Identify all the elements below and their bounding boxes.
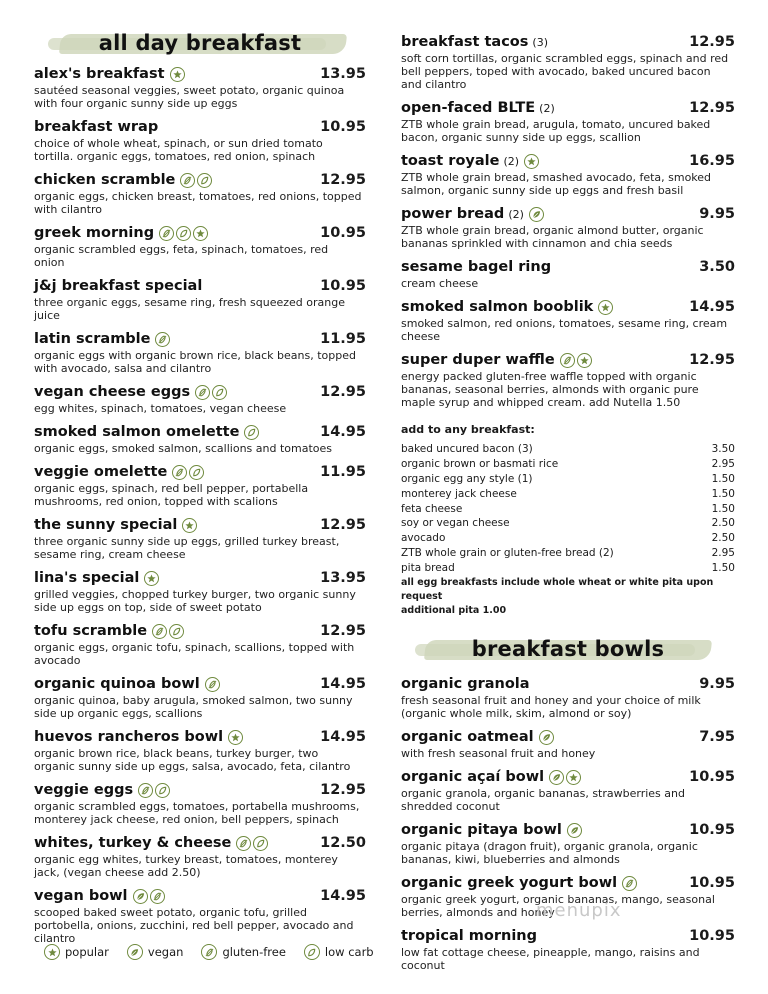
gluten-free-icon	[150, 889, 165, 904]
low-carb-icon	[176, 226, 191, 241]
menu-item-price: 12.95	[689, 34, 735, 50]
menu-item	[34, 886, 366, 945]
menu-item-price: 12.95	[320, 172, 366, 188]
section-title: all day breakfast	[98, 31, 302, 55]
addon-label: baked uncured bacon (3)	[401, 442, 533, 455]
menu-item-price: 14.95	[320, 676, 366, 692]
addon-price: 2.95	[711, 547, 735, 560]
menu-item	[34, 515, 366, 561]
menu-item-description: sautéed seasonal veggies, sweet potato, organic quinoa with four organic sunny side up eggs	[34, 84, 345, 110]
addons-note-pita: additional pita 1.00	[401, 605, 507, 617]
menu-item	[34, 276, 366, 322]
menu-item-name: veggie eggs	[34, 782, 134, 798]
menu-item-description: grilled veggies, chopped turkey burger, two organic sunny side up eggs on top, side of sweet potato	[34, 588, 356, 614]
menu-item-count: (2)	[539, 101, 555, 115]
menu-item-price: 14.95	[320, 888, 366, 904]
menu-item-price: 13.95	[320, 66, 366, 82]
menu-item	[34, 621, 366, 667]
popular-icon	[193, 226, 208, 241]
addon-row	[401, 546, 735, 561]
menu-item	[401, 674, 735, 720]
menu-item	[401, 257, 735, 290]
addon-label: monterey jack cheese	[401, 487, 517, 500]
menu-item-name: organic pitaya bowl	[401, 822, 562, 839]
menu-item-price: 10.95	[320, 119, 366, 135]
menu-item-count: (2)	[503, 154, 520, 168]
addon-label: organic egg any style (1)	[401, 472, 533, 485]
menu-item-name: alex's breakfast	[34, 66, 165, 82]
menu-item-description: soft corn tortillas, organic scrambled eggs, spinach and red bell peppers, toped with avocado, baked uncured bacon and cilantro	[401, 52, 729, 91]
popular-icon	[566, 770, 581, 785]
menu-item-description: organic scrambled eggs, feta, spinach, tomatoes, red onion	[34, 243, 329, 269]
addons-title: add to any breakfast:	[401, 423, 535, 436]
menu-item-name: huevos rancheros bowl	[34, 729, 224, 745]
menu-item-price: 16.95	[689, 153, 735, 169]
addon-label: pita bread	[401, 562, 455, 575]
menu-item-description: scooped baked sweet potato, organic tofu, grilled portobella, onions, zucchini, red bell pepper, avocado and cilantro	[34, 906, 354, 945]
menu-item	[401, 297, 735, 343]
menu-item-description: three organic sunny side up eggs, grilled turkey breast, sesame ring, cream cheese	[34, 535, 340, 561]
menu-item	[401, 727, 735, 760]
menu-item	[401, 98, 735, 144]
addons-list	[401, 442, 735, 576]
vegan-icon	[567, 823, 582, 838]
menu-item-count: (2)	[508, 207, 524, 221]
menu-item-name: breakfast tacos	[401, 34, 529, 50]
menu-item-description: smoked salmon, red onions, tomatoes, sesame ring, cream cheese	[401, 317, 728, 343]
menu-item-name: whites, turkey & cheese	[34, 835, 232, 851]
dietary-legend	[44, 944, 392, 960]
addon-row	[401, 561, 735, 576]
menu-item	[34, 780, 366, 826]
menu-list-toasts	[401, 32, 735, 409]
menu-item-description: organic eggs, smoked salmon, scallions and tomatoes	[34, 442, 332, 455]
addon-price: 1.50	[711, 562, 735, 575]
popular-icon	[228, 730, 243, 745]
addon-label: avocado	[401, 532, 446, 545]
gluten-free-icon	[201, 944, 217, 960]
menu-item	[401, 350, 735, 409]
addon-label: feta cheese	[401, 502, 463, 515]
menu-item-description: organic brown rice, black beans, turkey burger, two organic sunny side up eggs, salsa, avocado, feta, cilantro	[34, 747, 351, 773]
menu-item-description: organic egg whites, turkey breast, tomatoes, monterey jack, (vegan cheese add 2.50)	[34, 853, 338, 879]
menu-item	[34, 64, 366, 110]
menu-item-description: organic eggs with organic brown rice, black beans, topped with avocado, salsa and cilantro	[34, 349, 356, 375]
menu-list-all-day-breakfast	[34, 64, 366, 945]
menu-item	[34, 568, 366, 614]
gluten-free-icon	[152, 624, 167, 639]
addon-row	[401, 516, 735, 531]
gluten-free-icon	[560, 353, 575, 368]
menu-item-name: organic oatmeal	[401, 729, 534, 746]
addon-row	[401, 472, 735, 487]
menu-item-name: organic quinoa bowl	[34, 676, 200, 692]
menu-item-description: organic greek yogurt, organic bananas, mango, seasonal berries, almonds and honey	[401, 893, 715, 920]
menu-item	[401, 926, 735, 972]
addon-price: 1.50	[711, 502, 735, 515]
gluten-free-icon	[138, 783, 153, 798]
popular-icon	[182, 518, 197, 533]
addons-panel	[401, 423, 735, 618]
popular-icon	[170, 67, 185, 82]
menu-item-description: organic granola, organic bananas, strawberries and shredded coconut	[401, 787, 685, 814]
menu-item-price: 11.95	[320, 464, 366, 480]
menu-item	[34, 462, 366, 508]
menu-item-description: choice of whole wheat, spinach, or sun dried tomato tortilla. organic eggs, tomatoes, red onion, spinach	[34, 137, 323, 163]
menu-item-description: cream cheese	[401, 277, 479, 290]
addon-label: organic brown or basmati rice	[401, 457, 559, 470]
menu-item-description: ZTB whole grain bread, organic almond butter, organic bananas sprinkled with cinnamon and chia seeds	[401, 224, 704, 250]
gluten-free-icon	[172, 465, 187, 480]
legend-item-gluten-free	[201, 944, 285, 960]
menu-item-name: smoked salmon omelette	[34, 424, 240, 440]
menu-item-price: 13.95	[320, 570, 366, 586]
addon-price: 2.50	[711, 517, 735, 530]
menu-item-price: 12.95	[320, 384, 366, 400]
menu-item-name: tropical morning	[401, 928, 538, 945]
menu-item-name: breakfast wrap	[34, 119, 159, 135]
menu-item-name: vegan bowl	[34, 888, 128, 904]
menu-item-name: power bread	[401, 206, 505, 222]
gluten-free-icon	[195, 385, 210, 400]
menu-item	[34, 170, 366, 216]
menu-item-price: 9.95	[699, 206, 735, 222]
low-carb-icon	[212, 385, 227, 400]
menu-item-price: 10.95	[320, 225, 366, 241]
low-carb-icon	[304, 944, 320, 960]
menu-item-description: organic quinoa, baby arugula, smoked salmon, two sunny side up organic eggs, scallions	[34, 694, 353, 720]
menu-item-price: 10.95	[320, 278, 366, 294]
popular-icon	[577, 353, 592, 368]
section-banner-breakfast-bowls	[401, 634, 735, 664]
menu-item	[34, 223, 366, 269]
menu-item	[401, 204, 735, 250]
menu-item-count: (3)	[532, 35, 548, 49]
popular-icon	[44, 944, 60, 960]
low-carb-icon	[197, 173, 212, 188]
menu-item-name: vegan cheese eggs	[34, 384, 191, 400]
addon-price: 1.50	[711, 472, 735, 485]
menu-item	[34, 674, 366, 720]
legend-label: gluten-free	[222, 945, 286, 959]
addon-label: soy or vegan cheese	[401, 517, 510, 530]
addon-price: 2.50	[711, 532, 735, 545]
watermark: menupix	[536, 900, 622, 921]
menu-item-price: 12.95	[689, 100, 735, 116]
menu-item-name: chicken scramble	[34, 172, 176, 188]
addon-label: ZTB whole grain or gluten-free bread (2)	[401, 547, 614, 560]
low-carb-icon	[189, 465, 204, 480]
menu-item-name: greek morning	[34, 225, 155, 241]
addon-price: 1.50	[711, 487, 735, 500]
menu-item-description: organic scrambled eggs, tomatoes, portabella mushrooms, monterey jack cheese, red onion, bell peppers, spinach	[34, 800, 360, 826]
menu-item-name: tofu scramble	[34, 623, 148, 639]
left-column	[34, 0, 366, 952]
vegan-icon	[133, 889, 148, 904]
gluten-free-icon	[205, 677, 220, 692]
low-carb-icon	[244, 425, 259, 440]
menu-list-breakfast-bowls	[401, 674, 735, 972]
menu-item-name: sesame bagel ring	[401, 259, 552, 275]
menu-item-name: toast royale	[401, 153, 500, 169]
legend-item-low-carb	[304, 944, 374, 960]
menu-item-price: 10.95	[689, 822, 735, 839]
menu-item-price: 11.95	[320, 331, 366, 347]
menu-item	[401, 767, 735, 813]
menu-item-description: organic eggs, spinach, red bell pepper, portabella mushrooms, red onion, topped with scalions	[34, 482, 309, 508]
menu-item-price: 14.95	[320, 424, 366, 440]
menu-item-name: organic greek yogurt bowl	[401, 875, 618, 892]
addon-price: 2.95	[711, 457, 735, 470]
menu-item-name: organic granola	[401, 676, 530, 693]
menu-item-price: 12.50	[320, 835, 366, 851]
low-carb-icon	[169, 624, 184, 639]
addon-row	[401, 502, 735, 517]
menu-item-name: smoked salmon booblik	[401, 299, 594, 315]
menu-item	[34, 422, 366, 455]
section-banner-all-day-breakfast	[34, 28, 366, 58]
menu-item-description: egg whites, spinach, tomatoes, vegan cheese	[34, 402, 287, 415]
vegan-icon	[529, 207, 544, 222]
vegan-icon	[127, 944, 143, 960]
popular-icon	[598, 300, 613, 315]
menu-item-price: 10.95	[689, 928, 735, 945]
right-column	[401, 0, 735, 979]
menu-item-name: super duper waffle	[401, 352, 555, 368]
menu-item-name: the sunny special	[34, 517, 178, 533]
menu-item-price: 10.95	[689, 875, 735, 892]
legend-label: popular	[65, 945, 109, 959]
menu-item-name: open-faced BLTE	[401, 100, 536, 116]
menu-item	[34, 382, 366, 415]
menu-item-price: 3.50	[699, 259, 735, 275]
menu-item	[401, 151, 735, 197]
popular-icon	[144, 571, 159, 586]
menu-item-description: organic eggs, chicken breast, tomatoes, red onions, topped with cilantro	[34, 190, 362, 216]
menu-item	[34, 329, 366, 375]
menu-item-name: j&j breakfast special	[34, 278, 203, 294]
menu-item-description: three organic eggs, sesame ring, fresh squeezed orange juice	[34, 296, 345, 322]
menu-item-description: fresh seasonal fruit and honey and your choice of milk (organic whole milk, skim, almond or soy)	[401, 694, 701, 721]
menu-item-price: 14.95	[689, 299, 735, 315]
vegan-icon	[549, 770, 564, 785]
addon-row	[401, 457, 735, 472]
menu-item-description: organic eggs, organic tofu, spinach, scallions, topped with avocado	[34, 641, 355, 667]
gluten-free-icon	[622, 876, 637, 891]
menu-item-description: with fresh seasonal fruit and honey	[401, 747, 596, 761]
menu-item-name: veggie omelette	[34, 464, 168, 480]
addon-row	[401, 487, 735, 502]
menu-item-price: 12.95	[320, 782, 366, 798]
addons-note: all egg breakfasts include whole wheat or white pita upon request	[401, 577, 714, 603]
addon-row	[401, 442, 735, 457]
low-carb-icon	[253, 836, 268, 851]
gluten-free-icon	[159, 226, 174, 241]
menu-item-description: energy packed gluten-free waffle topped with organic bananas, seasonal berries, almonds with organic pure maple syrup and whipped cream. add Nutella 1.50	[401, 370, 699, 409]
addon-row	[401, 531, 735, 546]
menu-item-price: 12.95	[320, 623, 366, 639]
legend-item-vegan	[127, 944, 184, 960]
menu-item-name: organic açaí bowl	[401, 769, 545, 786]
menu-item-description: ZTB whole grain bread, smashed avocado, feta, smoked salmon, organic sunny side up eggs and fresh basil	[401, 171, 712, 197]
menu-item-price: 14.95	[320, 729, 366, 745]
menu-item-price: 12.95	[689, 352, 735, 368]
section-title: breakfast bowls	[471, 637, 665, 662]
popular-icon	[524, 154, 539, 169]
menu-item-description: low fat cottage cheese, pineapple, mango, raisins and coconut	[401, 946, 700, 973]
gluten-free-icon	[155, 332, 170, 347]
addon-price: 3.50	[711, 442, 735, 455]
menu-item-description: ZTB whole grain bread, arugula, tomato, uncured baked bacon, organic sunny side up eggs, scallion	[401, 118, 711, 144]
menu-item	[401, 32, 735, 91]
gluten-free-icon	[180, 173, 195, 188]
gluten-free-icon	[236, 836, 251, 851]
menu-item	[34, 833, 366, 879]
legend-label: low carb	[324, 945, 374, 959]
menu-item	[34, 117, 366, 163]
legend-item-popular	[44, 944, 109, 960]
legend-label: vegan	[147, 945, 184, 959]
menu-item-description: organic pitaya (dragon fruit), organic granola, organic bananas, kiwi, blueberries and almonds	[401, 840, 698, 867]
menu-item-price: 12.95	[320, 517, 366, 533]
menu-item-name: lina's special	[34, 570, 140, 586]
menu-item	[401, 820, 735, 866]
menu-item-name: latin scramble	[34, 331, 151, 347]
menu-item-price: 10.95	[689, 769, 735, 786]
vegan-icon	[539, 730, 554, 745]
menu-item-price: 7.95	[699, 729, 735, 746]
menu-item	[34, 727, 366, 773]
menu-item-price: 9.95	[699, 676, 735, 693]
low-carb-icon	[155, 783, 170, 798]
